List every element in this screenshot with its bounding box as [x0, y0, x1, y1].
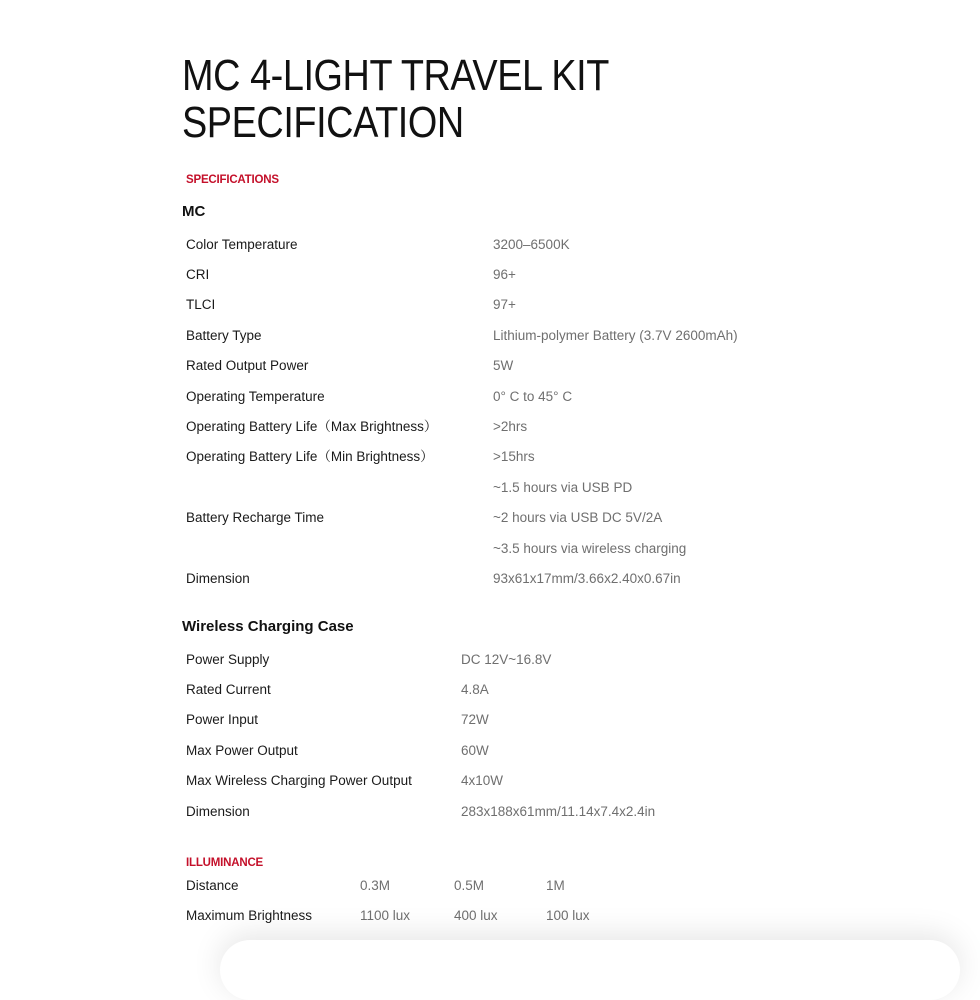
spec-value: >2hrs [493, 419, 528, 434]
spec-key: Operating Battery Life（Max Brightness） [186, 419, 438, 434]
wireless-case-heading: Wireless Charging Case [182, 618, 354, 635]
spec-value: 4x10W [461, 773, 504, 788]
mc-heading: MC [182, 203, 206, 220]
spec-value: 5W [493, 358, 514, 373]
illuminance-cell: 0.3M [360, 878, 391, 893]
spec-key: Battery Recharge Time [186, 510, 325, 525]
spec-key: CRI [186, 267, 210, 282]
spec-value: 60W [461, 743, 489, 758]
illuminance-cell: 1M [546, 878, 565, 893]
spec-value: 96+ [493, 267, 516, 282]
illuminance-cell: 1100 lux [360, 908, 411, 923]
bottom-shadow-panel [220, 940, 960, 1000]
spec-value: 72W [461, 712, 489, 727]
illuminance-key: Distance [186, 878, 239, 893]
illuminance-key: Maximum Brightness [186, 908, 313, 923]
spec-key: Rated Output Power [186, 358, 309, 373]
spec-key: Battery Type [186, 328, 262, 343]
spec-value: ~2 hours via USB DC 5V/2A [493, 510, 663, 525]
spec-value: DC 12V~16.8V [461, 652, 552, 667]
spec-key: Dimension [186, 804, 250, 819]
spec-key: Color Temperature [186, 237, 298, 252]
illuminance-label: ILLUMINANCE [186, 857, 264, 869]
spec-key: Max Power Output [186, 743, 298, 758]
spec-key: Max Wireless Charging Power Output [186, 773, 412, 788]
page-title [182, 52, 609, 146]
illuminance-cell: 0.5M [454, 878, 485, 893]
spec-value: 0° C to 45° C [493, 389, 573, 404]
spec-value: Lithium-polymer Battery (3.7V 2600mAh) [493, 328, 738, 343]
spec-key: Operating Temperature [186, 389, 325, 404]
spec-value: >15hrs [493, 449, 535, 464]
spec-key: Power Input [186, 712, 259, 727]
spec-key: Rated Current [186, 682, 271, 697]
spec-key: Operating Battery Life（Min Brightness） [186, 449, 434, 464]
illuminance-cell: 400 lux [454, 908, 498, 923]
specifications-label: SPECIFICATIONS [186, 174, 279, 186]
page-title-line-1: MC 4-LIGHT TRAVEL KIT [182, 51, 609, 100]
spec-key: Dimension [186, 571, 250, 586]
page-title-line-2: SPECIFICATION [182, 98, 464, 147]
spec-value: ~3.5 hours via wireless charging [493, 541, 687, 556]
spec-key: Power Supply [186, 652, 270, 667]
spec-key: TLCI [186, 297, 216, 312]
illuminance-cell: 100 lux [546, 908, 590, 923]
spec-value: 4.8A [461, 682, 489, 697]
spec-value: ~1.5 hours via USB PD [493, 480, 633, 495]
spec-value: 3200–6500K [493, 237, 570, 252]
spec-value: 97+ [493, 297, 516, 312]
spec-value: 283x188x61mm/11.14x7.4x2.4in [461, 804, 656, 819]
spec-value: 93x61x17mm/3.66x2.40x0.67in [493, 571, 681, 586]
